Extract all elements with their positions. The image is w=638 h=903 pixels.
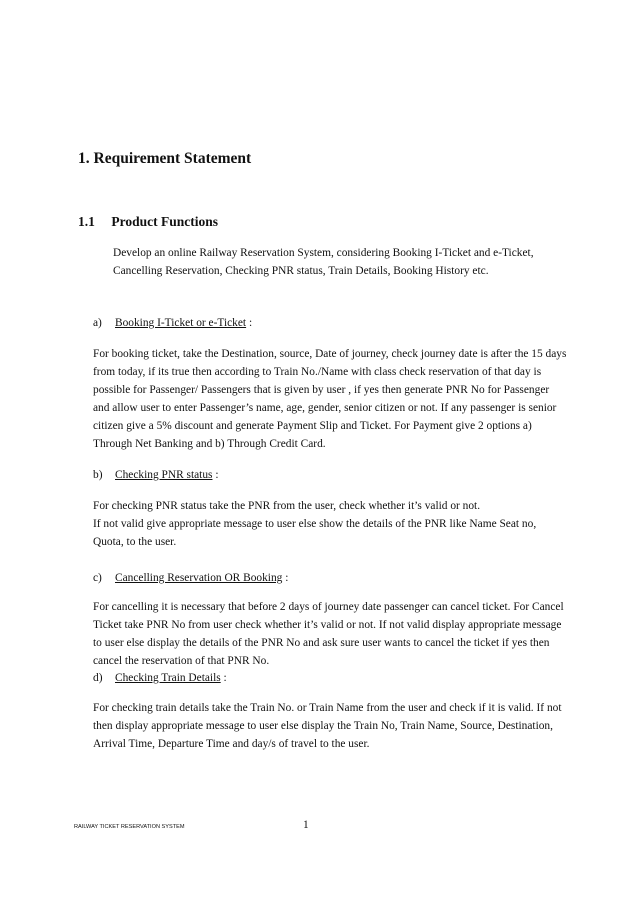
item-b-body-line-2: If not valid give appropriate message to user else show the details of the PNR like Name Seat no, Quota, to the user. bbox=[93, 518, 537, 548]
item-a-title: Booking I-Ticket or e-Ticket bbox=[115, 317, 247, 329]
item-d-marker: d) bbox=[93, 672, 103, 684]
footer-document-title: RAILWAY TICKET RESERVATION SYSTEM bbox=[74, 824, 185, 830]
section-number: 1.1 bbox=[78, 214, 95, 229]
item-a-suffix: : bbox=[246, 317, 253, 329]
item-b-suffix: : bbox=[212, 469, 219, 481]
section-title: Product Functions bbox=[111, 214, 219, 229]
item-c-title: Cancelling Reservation OR Booking bbox=[115, 572, 283, 584]
item-d-suffix: : bbox=[220, 672, 227, 684]
item-b-title: Checking PNR status bbox=[115, 469, 213, 481]
intro-paragraph: Develop an online Railway Reservation System, considering Booking I-Ticket and e-Ticket, Cancelling Reservation, Checking PNR status, Train Details, Booking History etc. bbox=[113, 247, 534, 277]
section-heading bbox=[78, 214, 218, 230]
item-b-marker: b) bbox=[93, 469, 103, 481]
item-a-body: For booking ticket, take the Destination, source, Date of journey, check journey date is after the 15 days from today, if its true then according to Train No./Name with class check reservation of that day is possible for Passenger/ Passengers that is given by user , if yes then generate PNR No for Passenger and allow user to enter Passenger’s name, age, gender, senior citizen or not. If any passenger is senior citizen give a 5% discount and generate Payment Slip and Ticket. For Payment give 2 options a) Through Net Banking and b) Through Credit Card. bbox=[93, 348, 567, 450]
item-b-heading bbox=[93, 469, 218, 481]
page-heading: 1. Requirement Statement bbox=[78, 150, 252, 167]
item-a-heading bbox=[93, 317, 252, 329]
item-b-body bbox=[93, 497, 568, 551]
item-d-heading bbox=[93, 672, 227, 684]
item-d-body: For checking train details take the Train No. or Train Name from the user and check if it is valid. If not then display appropriate message to user else display the Train No, Train Name, Source, Destination, Arrival Time, Departure Time and day/s of travel to the user. bbox=[93, 702, 562, 750]
item-a-marker: a) bbox=[93, 317, 102, 329]
item-c-suffix: : bbox=[282, 572, 289, 584]
item-c-heading bbox=[93, 572, 288, 584]
item-d-title: Checking Train Details bbox=[115, 672, 221, 684]
item-c-body: For cancelling it is necessary that before 2 days of journey date passenger can cancel ticket. For Cancel Ticket take PNR No from user check whether it’s valid or not. If not valid display appropriate message to user else display the details of the PNR No and ask sure user wants to cancel the ticket if yes then cancel the reservation of that PNR No. bbox=[93, 601, 564, 667]
footer-page-number: 1 bbox=[303, 819, 309, 831]
item-b-body-line-1: For checking PNR status take the PNR from the user, check whether it’s valid or not. bbox=[93, 500, 481, 512]
item-c-marker: c) bbox=[93, 572, 102, 584]
